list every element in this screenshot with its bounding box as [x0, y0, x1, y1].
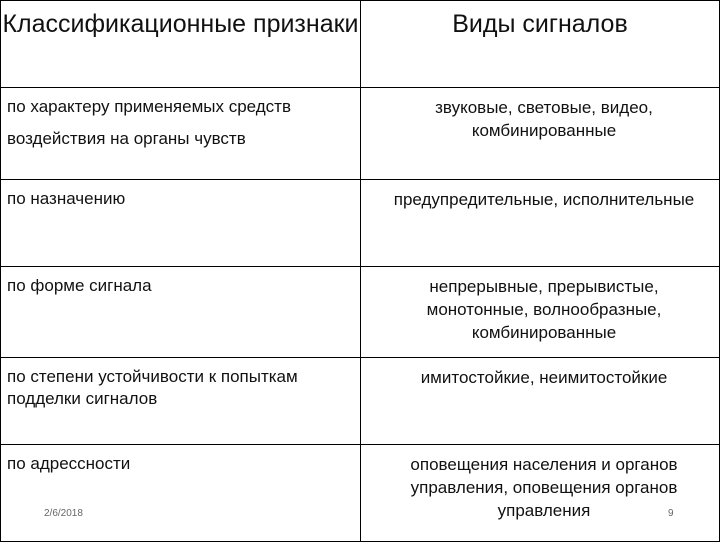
- criterion-cell: по форме сигнала: [1, 267, 361, 358]
- criterion-cell: по назначению: [1, 180, 361, 267]
- table-row: [1, 358, 720, 445]
- slide-page-number: 9: [668, 508, 674, 519]
- table-row: [1, 267, 720, 358]
- criterion-text-line1: по характеру применяемых средств: [7, 97, 291, 116]
- signal-types-cell: звуковые, световые, видео, комбинированные: [361, 88, 720, 180]
- criterion-cell: по степени устойчивости к попыткам подделки сигналов: [1, 358, 361, 445]
- criterion-text-line2: воздействия на органы чувств: [7, 129, 246, 148]
- table-row: [1, 445, 720, 542]
- header-signal-types: Виды сигналов: [361, 1, 720, 88]
- table-row: [1, 88, 720, 180]
- signal-types-cell: имитостойкие, неимитостойкие: [361, 358, 720, 445]
- table-row: [1, 180, 720, 267]
- criterion-cell: [1, 88, 361, 180]
- signal-types-cell: оповещения населения и органов управления, оповещения органов управления: [361, 445, 720, 542]
- criterion-cell: по адрессности: [1, 445, 361, 542]
- slide-date: 2/6/2018: [44, 508, 83, 519]
- signal-types-cell: непрерывные, прерывистые, монотонные, волнообразные, комбинированные: [361, 267, 720, 358]
- table-header-row: [1, 1, 720, 88]
- signal-types-cell: предупредительные, исполнительные: [361, 180, 720, 267]
- header-classification-criteria: Классификационные признаки: [1, 1, 361, 88]
